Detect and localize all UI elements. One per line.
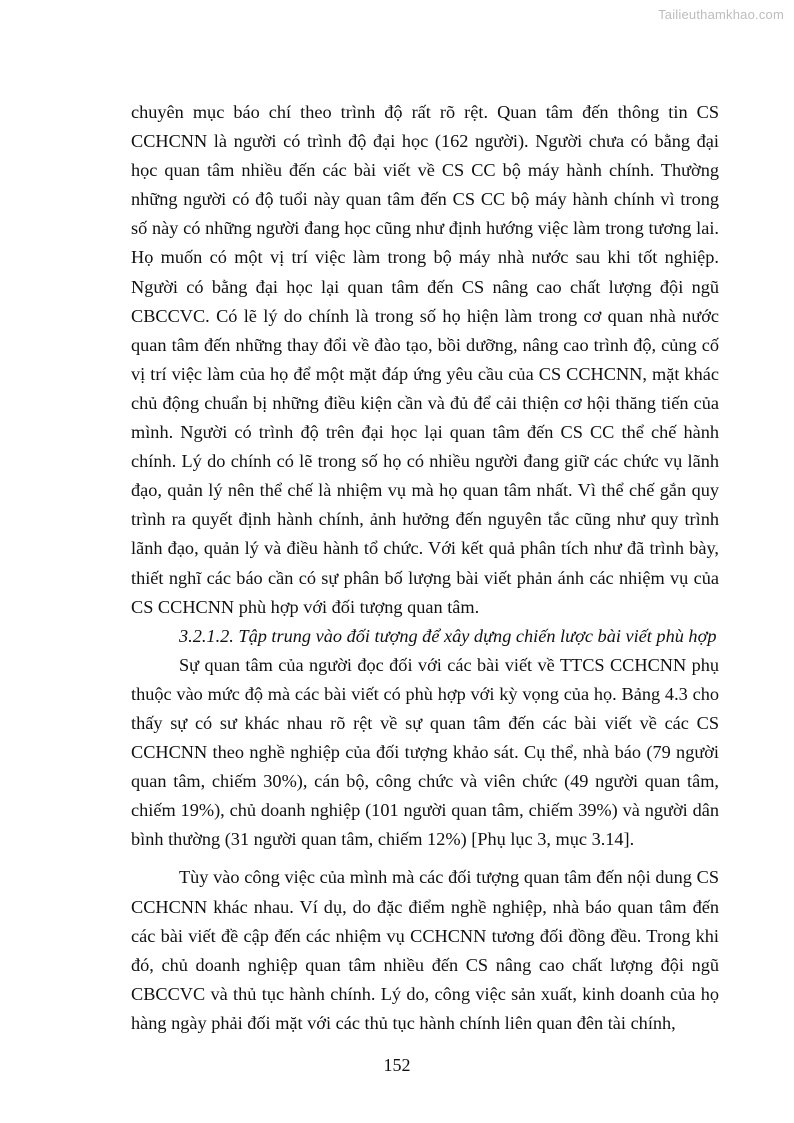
paragraph-work-dependent-interest: Tùy vào công việc của mình mà các đối tượng quan tâm đến nội dung CS CCHCNN khác nhau. Ví dụ, do đặc điểm nghề nghiệp, nhà báo quan tâm đến các bài viết đề cập đến các nhiệm vụ CCHCNN tương đối đồng đều. Trong khi đó, chủ doanh nghiệp quan tâm nhiều đến CS nâng cao chất lượng đội ngũ CBCCVC và thủ tục hành chính. Lý do, công việc sản xuất, kinh doanh của họ hàng ngày phải đối mặt với các thủ tục hành chính liên quan đên tài chính,: [131, 867, 719, 1033]
document-body: [131, 98, 719, 1038]
section-subheading: 3.2.1.2. Tập trung vào đối tượng để xây dựng chiến lược bài viết phù hợp: [179, 625, 717, 646]
watermark-text: Tailieuthamkhao.com: [658, 7, 784, 22]
paragraph-education-interest: chuyên mục báo chí theo trình độ rất rõ rệt. Quan tâm đến thông tin CS CCHCNN là người có trình độ đại học (162 người). Người chưa có bằng đại học quan tâm nhiều đến các bài viết về CS CC bộ máy hành chính. Thường những người có độ tuổi này quan tâm đến CS CC bộ máy hành chính vì trong số này có những người đang học cũng như định hướng việc làm trong tương lai. Họ muốn có một vị trí việc làm trong bộ máy nhà nước sau khi tốt nghiệp. Người có bằng đại học lại quan tâm đến CS nâng cao chất lượng đội ngũ CBCCVC. Có lẽ lý do chính là trong số họ hiện làm trong cơ quan nhà nước quan tâm đến những thay đổi về đào tạo, bồi dưỡng, nâng cao trình độ, củng cố vị trí việc làm của họ để một mặt đáp ứng yêu cầu của CS CCHCNN, mặt khác chủ động chuẩn bị những điều kiện cần và đủ để cải thiện cơ hội thăng tiến của mình. Người có trình độ trên đại học lại quan tâm đến CS CC thể chế hành chính. Lý do chính có lẽ trong số họ có nhiều người đang giữ các chức vụ lãnh đạo, quản lý nên thể chế là nhiệm vụ mà họ quan tâm nhất. Vì thể chế gắn quy trình ra quyết định hành chính, ảnh hưởng đến nguyên tắc cũng như quy trình lãnh đạo, quản lý và điều hành tổ chức. Với kết quả phân tích như đã trình bày, thiết nghĩ các báo cần có sự phân bố lượng bài viết phản ánh các nhiệm vụ của CS CCHCNN phù hợp với đối tượng quan tâm.: [131, 102, 719, 617]
page-number: 152: [383, 1055, 411, 1075]
paragraph-occupation-interest: Sự quan tâm của người đọc đối với các bài viết về TTCS CCHCNN phụ thuộc vào mức độ mà các bài viết có phù hợp với kỳ vọng của họ. Bảng 4.3 cho thấy sự có sư khác nhau rõ rệt về sự quan tâm đến các bài viết về các CS CCHCNN theo nghề nghiệp của đối tượng khảo sát. Cụ thể, nhà báo (79 người quan tâm, chiếm 30%), cán bộ, công chức và viên chức (49 người quan tâm, chiếm 19%), chủ doanh nghiệp (101 người quan tâm, chiếm 39%) và người dân bình thường (31 người quan tâm, chiếm 12%) [Phụ lục 3, mục 3.14].: [131, 654, 719, 850]
